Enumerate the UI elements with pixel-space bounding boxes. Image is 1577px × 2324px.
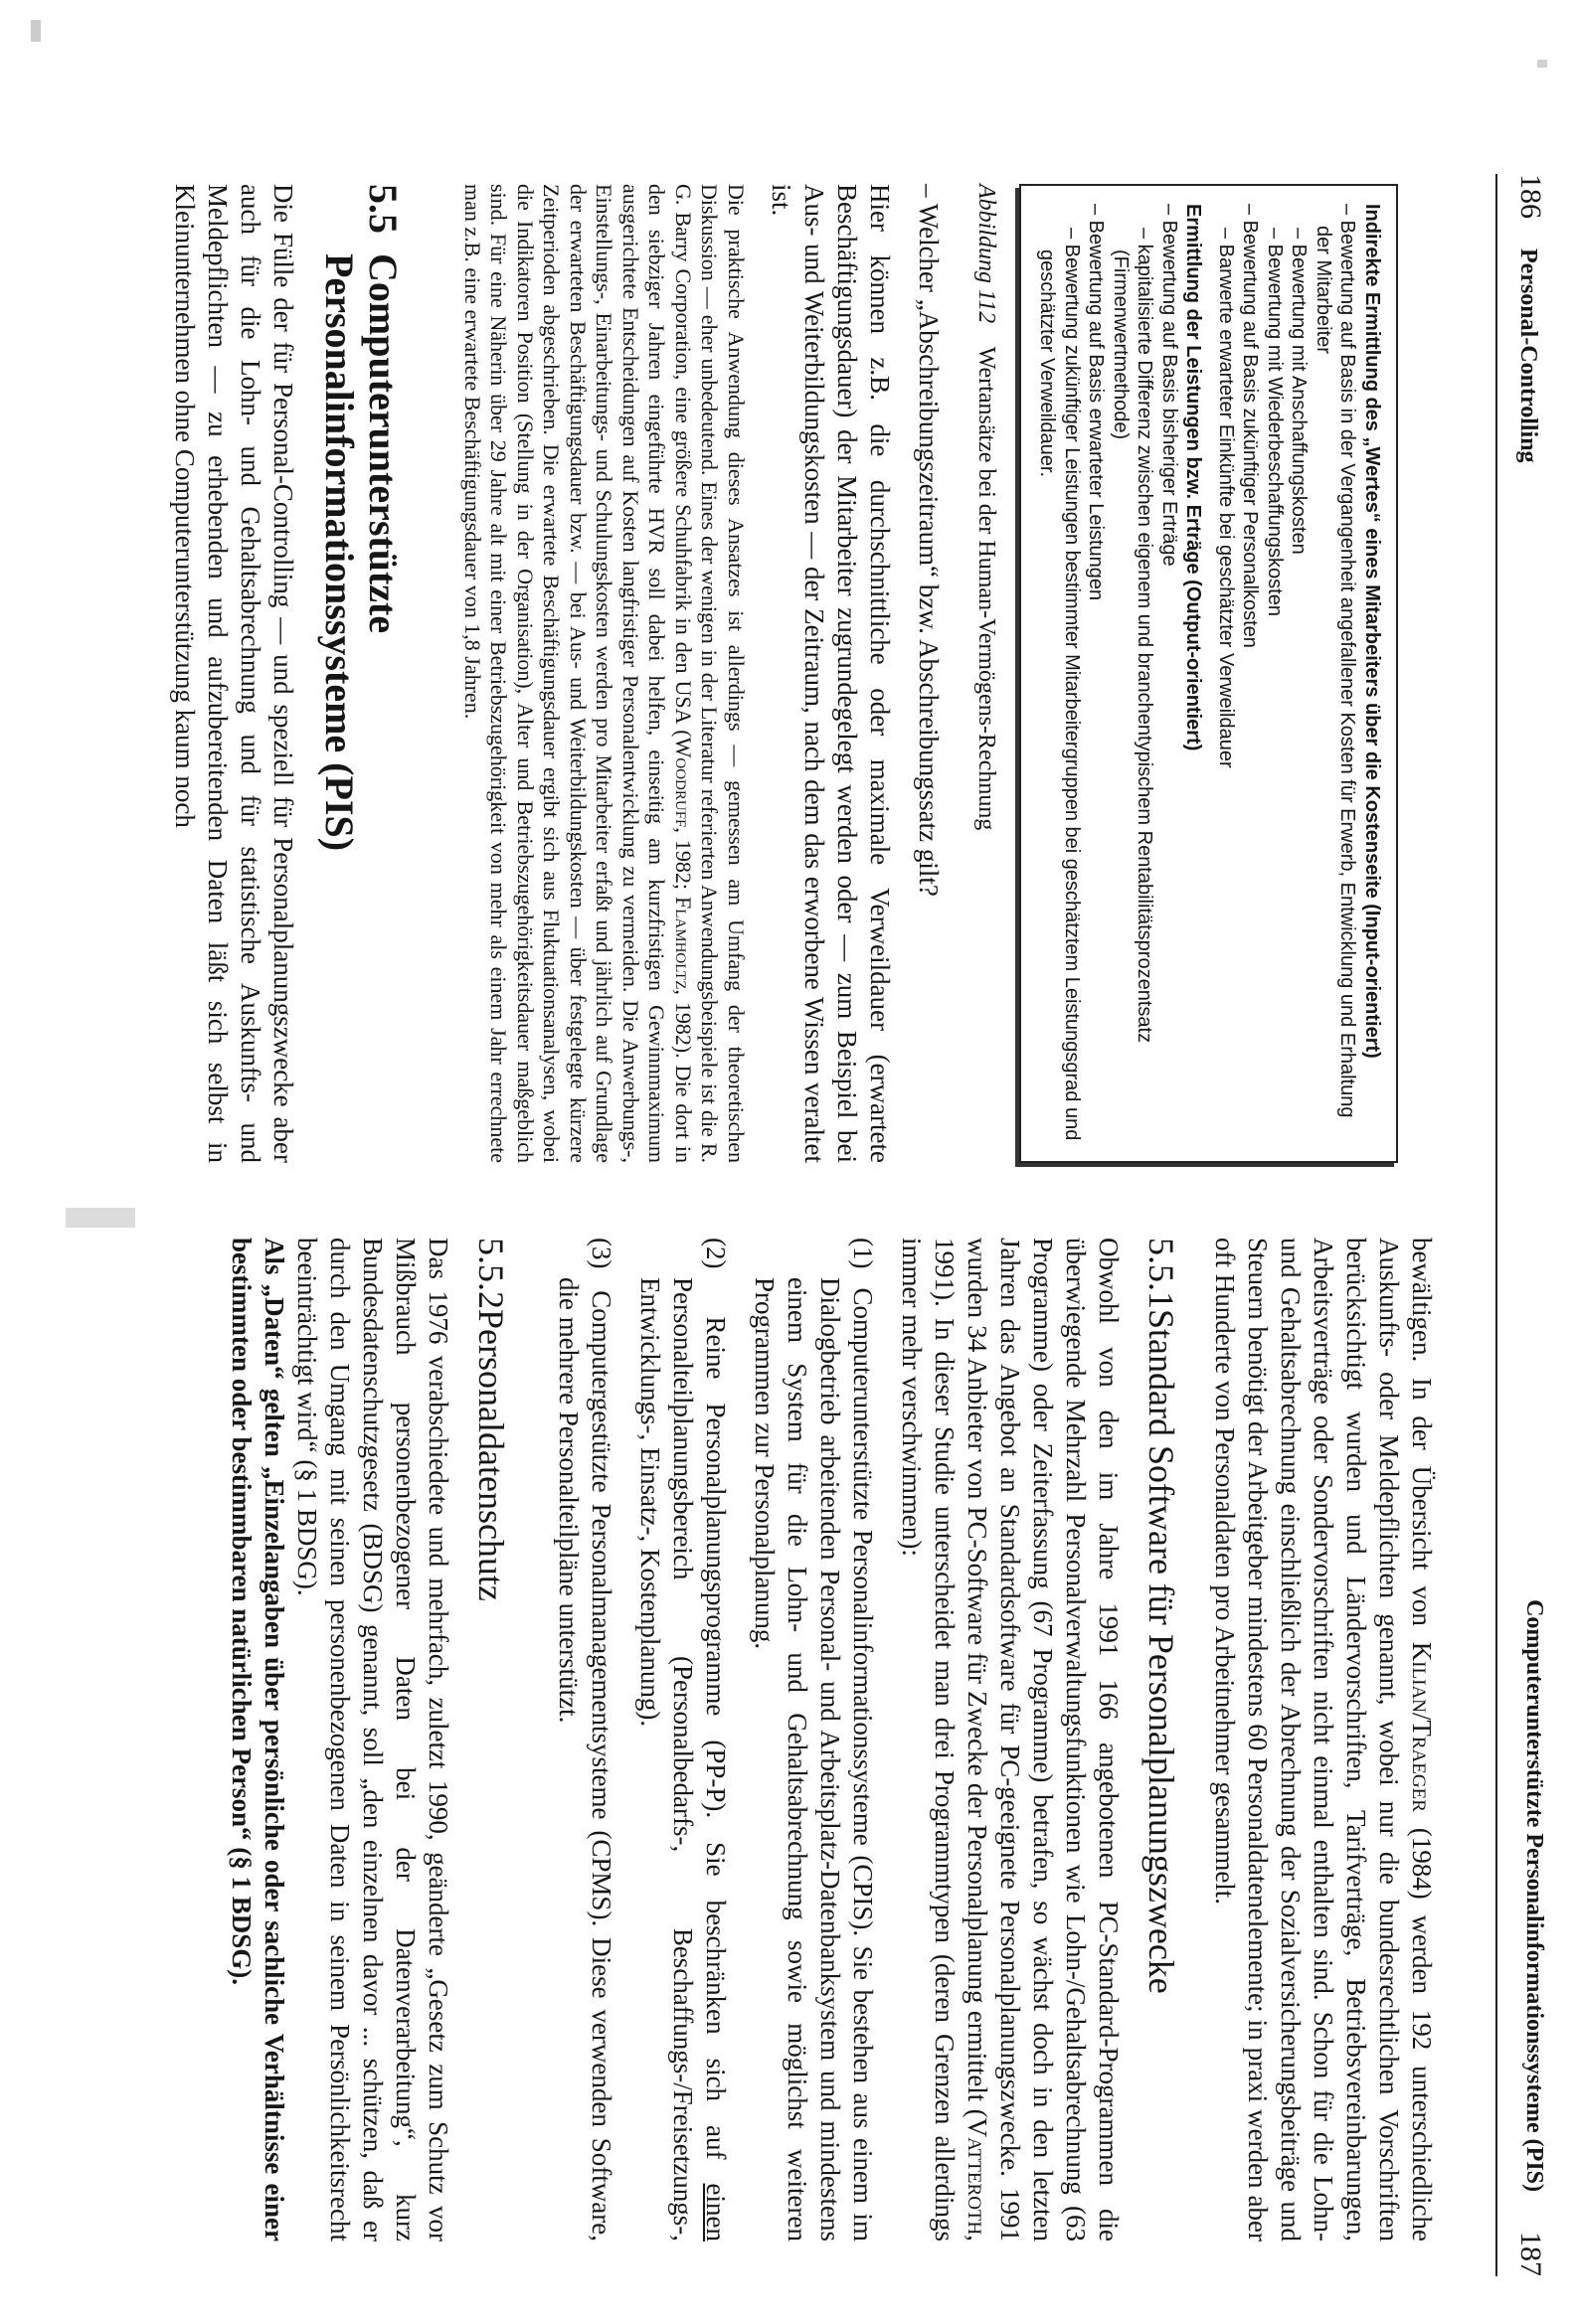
list-text: Computergestützte Personalmanagementsysteme (CPMS). Diese verwenden Software, die mehrere Personalteilpläne unterstützt. — [554, 1277, 616, 2241]
text-run: (1984) werden 192 unterschiedliche Auskunfts- oder Meldepflichten genannt, wobei nur die bundesrechtlichen Vorschriften berücksichtigt wurden und Ländervorschriften, Tarifverträge, Betriebsvereinbarungen, Arbeitsverträge oder Sondervorschriften nicht einmal enthalten sind. Schon für die Lohn- und Gehaltsabrechnung einschließlich der Abrechnung der Sozialversicherungsbeiträge und Steuern benötigt der Arbeitgeber mindestens 60 Personaldatenelemente; in praxi werden aber oft Hunderte von Personaldaten pro Arbeitnehmer gesammelt. — [1210, 1238, 1437, 2241]
subsection-title: Standard Software für Personalplanungszwecke — [1141, 1309, 1181, 1994]
section-title — [318, 253, 406, 851]
list-label: (3) — [587, 1238, 616, 1269]
box-item: – Bewertung auf Basis bisheriger Erträge — [1158, 204, 1180, 567]
author-name: Woodruff — [671, 737, 696, 828]
box-item: – Bewertung auf Basis erwarteter Leistungen — [1085, 204, 1108, 601]
paragraph: Hier können z.B. die durchschnittliche oder maximale Verweildauer (erwartete Beschäftigungsdauer) der Mitarbeiter zugrundegelegt werden oder — zum Beispiel bei Aus- und Weiterbildungskosten — der Zeitraum, nach dem das erworbene Wissen veraltet ist. — [767, 184, 895, 1163]
box-subitem: – Barwerte erwarteter Einkünfte bei geschätzter Verweildauer — [1215, 228, 1237, 768]
figure-caption — [972, 184, 999, 1163]
subsection-title: Personaldatenschutz — [471, 1309, 511, 1601]
list-label: (1) — [848, 1238, 878, 1269]
subsection-number: 5.5.1 — [1141, 1238, 1181, 1309]
author-name: Flamholtz — [671, 897, 696, 990]
subsection-heading — [1140, 1238, 1182, 2241]
list-text: Personalteilplanungsbereich (Personalbedarfs-, Beschaffungs-/Freisetzungs-, Entwicklungs-, Einsatz-, Kostenplanung). — [635, 1277, 698, 2241]
list-item — [633, 1238, 732, 2241]
list-item — [748, 1238, 879, 2241]
section-heading — [318, 184, 406, 1163]
author-name: Kilian/Traeger — [1407, 1641, 1437, 1812]
section-title-line: Personalinformationssysteme (PIS) — [317, 253, 363, 852]
paragraph — [895, 1238, 1125, 2241]
scan-speck — [31, 20, 41, 42]
paragraph: Das 1976 verabschiedete und mehrfach, zuletzt 1990, geänderte „Gesetz zum Schutz vor Mißbrauch personenbezogener Daten bei der Datenverarbeitung“, kurz Bundesdatenschutzgesetz (BDSG) genannt, soll „den einzelnen davor ... schützen, daß er durch den Umgang mit seinen personenbezogenen Daten in seinem Persönlichkeitsrecht beeinträchtigt wird“ (§ 1 BDSG). — [292, 1238, 453, 2241]
list-text: Computerunterstützte Personalinformationssysteme (CPIS). Sie bestehen aus einem im Dialogbetrieb arbeitenden Personal- und Arbeitsplatz-Datenbanksystem und mindestens einem System für die Lohn- und Gehaltsabrechnung sowie möglichst weiteren Programmen zur Personalplanung. — [750, 1277, 878, 2241]
scan-speck — [1537, 60, 1547, 68]
list-text: Reine Personalplanungsprogramme (PP-P). Sie beschränken sich auf — [701, 1316, 731, 2184]
section-title-line: Computerunterstützte — [361, 253, 407, 634]
page-number: 187 — [1514, 2232, 1547, 2276]
box-item: – Bewertung auf Basis zukünftiger Personalkosten — [1239, 204, 1262, 648]
text-run: bewältigen. In der Übersicht von — [1407, 1238, 1437, 1642]
box-subitem: – kapitalisierte Differenz zwischen eigenem und branchentypischem Rentabilitätsprozentsatz (Firmenwertmethode) — [1110, 228, 1156, 1044]
header-title: Computerunterstützte Personalinformationssysteme (PIS) — [1521, 1599, 1547, 2192]
paragraph-bold: Als „Daten“ gelten „Einzelangaben über persönliche oder sachliche Verhältnisse einer bestimmten oder bestimmbaren natürlichen Person“ (§ 1 BDSG). — [227, 1238, 289, 2241]
author-name: Vatteroth — [963, 2117, 992, 2236]
running-header — [1513, 174, 1547, 1188]
question-text: – Welcher „Abschreibungszeitraum“ bzw. Abschreibungssatz gilt? — [914, 184, 944, 897]
paragraph-small: Die praktische Anwendung dieses Ansatzes ist allerdings — gemessen am Umfang der theoretischen Diskussion — eher unbedeutend. Eines der wenigen in der Literatur referierten Anwendungsbeispiele ist die R. G. Barry Corporation, eine größere Schuhfabrik in den USA (Woodruff, 1982; Flamholtz, 1982). Die dort in den siebziger Jahren eingeführte HVR soll dabei helfen, einseitig am kurzfristigen Gewinnmaximum ausgerichtete Entscheidungen auf Kosten langfristiger Personalentwicklung zu vermeiden. Die Anwerbungs-, Einstellungs-, Einarbeitungs- und Schulungskosten werden pro Mitarbeiter erfaßt und jährlich auf Grundlage der erwarteten Beschäftigungsdauer bzw. — bei Aus- und Weiterbildungskosten — über festgelegte kürzere Zeitperioden abgeschrieben. Die erwartete Beschäftigungsdauer ergibt sich aus Fluktuationsanalysen, wobei die Indikatoren Position (Stellung in der Organisation), Alter und Betriebszugehörigkeitsdauer maßgeblich sind. Für eine Näherin über 29 Jahre alt mit einer Betriebszugehörigkeit von mehr als einem Jahr errechnete man z.B. eine erwartete Beschäftigungsdauer von 1,8 Jahren. — [460, 184, 749, 1163]
caption-text: Wertansätze bei der Human-Vermögens-Rechnung — [973, 346, 999, 831]
box-subitem: – Bewertung mit Wiederbeschaffungskosten — [1264, 228, 1286, 616]
page-number: 186 — [1514, 174, 1547, 219]
header-title: Personal-Controlling — [1515, 249, 1541, 463]
page-187 — [0, 1223, 1577, 2276]
paragraph: Die Fülle der für Personal-Controlling — und speziell für Personalplanungszwecke aber auch für die Lohn- und Gehaltsabrechnung und für statistische Auskunfts- und Meldepflichten — zu erhebenden und aufzubereitenden Daten läßt sich selbst in Kleinunternehmen ohne Computerunterstützung kaum noch — [170, 184, 299, 1163]
paragraph — [1208, 1238, 1438, 2241]
figure-box — [1019, 184, 1398, 1163]
box-heading: Ermittlung der Leistungen bzw. Erträge (Output-orientiert) — [1182, 204, 1205, 751]
list-item — [552, 1238, 617, 2241]
right-column — [225, 1238, 1438, 2241]
subsection-number: 5.5.2 — [471, 1238, 511, 1309]
box-item: – Bewertung auf Basis in der Vergangenheit angefallener Kosten für Erwerb, Entwicklung und Erhaltung der Mitarbeiter — [1313, 204, 1359, 1118]
box-subitem: – Bewertung mit Anschaffungskosten — [1288, 228, 1311, 555]
box-subitem: – Bewertung zukünftiger Leistungen bestimmter Mitarbeitergruppen bei geschätztem Leistungsgrad und geschätzter Verweildauer. — [1036, 228, 1083, 1141]
list-label: (2) — [701, 1238, 731, 1269]
caption-label: Abbildung 112 — [973, 184, 999, 324]
text-run: , 1991). In dieser Studie unterscheidet man drei Programmtypen (deren Grenzen allerdings immer mehr verschwimmen): — [897, 1238, 992, 2241]
running-header — [1513, 1223, 1547, 2276]
left-column — [169, 184, 1399, 1163]
subsection-heading — [470, 1238, 512, 2241]
header-rule — [1495, 174, 1497, 1218]
page-186 — [0, 174, 1577, 1188]
text-run: Obwohl von den im Jahre 1991 166 angebotenen PC-Standard-Programmen die überwiegende Mehrzahl Personalverwaltungsfunktionen wie Lohn-/Gehaltsabrechnung (63 Programme) oder Zeiterfassung (67 Programme) betrafen, so wächst doch in den letzten Jahren das Angebot an Standardsoftware für PC-geeignete Personalplanungszwecke. 1991 wurden 34 Anbieter von PC-Software für Zwecke der Personalplanung ermittelt ( — [963, 1238, 1124, 2241]
underlined-word: einen — [701, 2183, 731, 2242]
header-rule — [1495, 1203, 1497, 2276]
box-heading: Indirekte Ermittlung des „Wertes“ eines Mitarbeiters über die Kostenseite (Input-orientiert) — [1361, 204, 1383, 1059]
section-number: 5.5 — [361, 184, 407, 234]
